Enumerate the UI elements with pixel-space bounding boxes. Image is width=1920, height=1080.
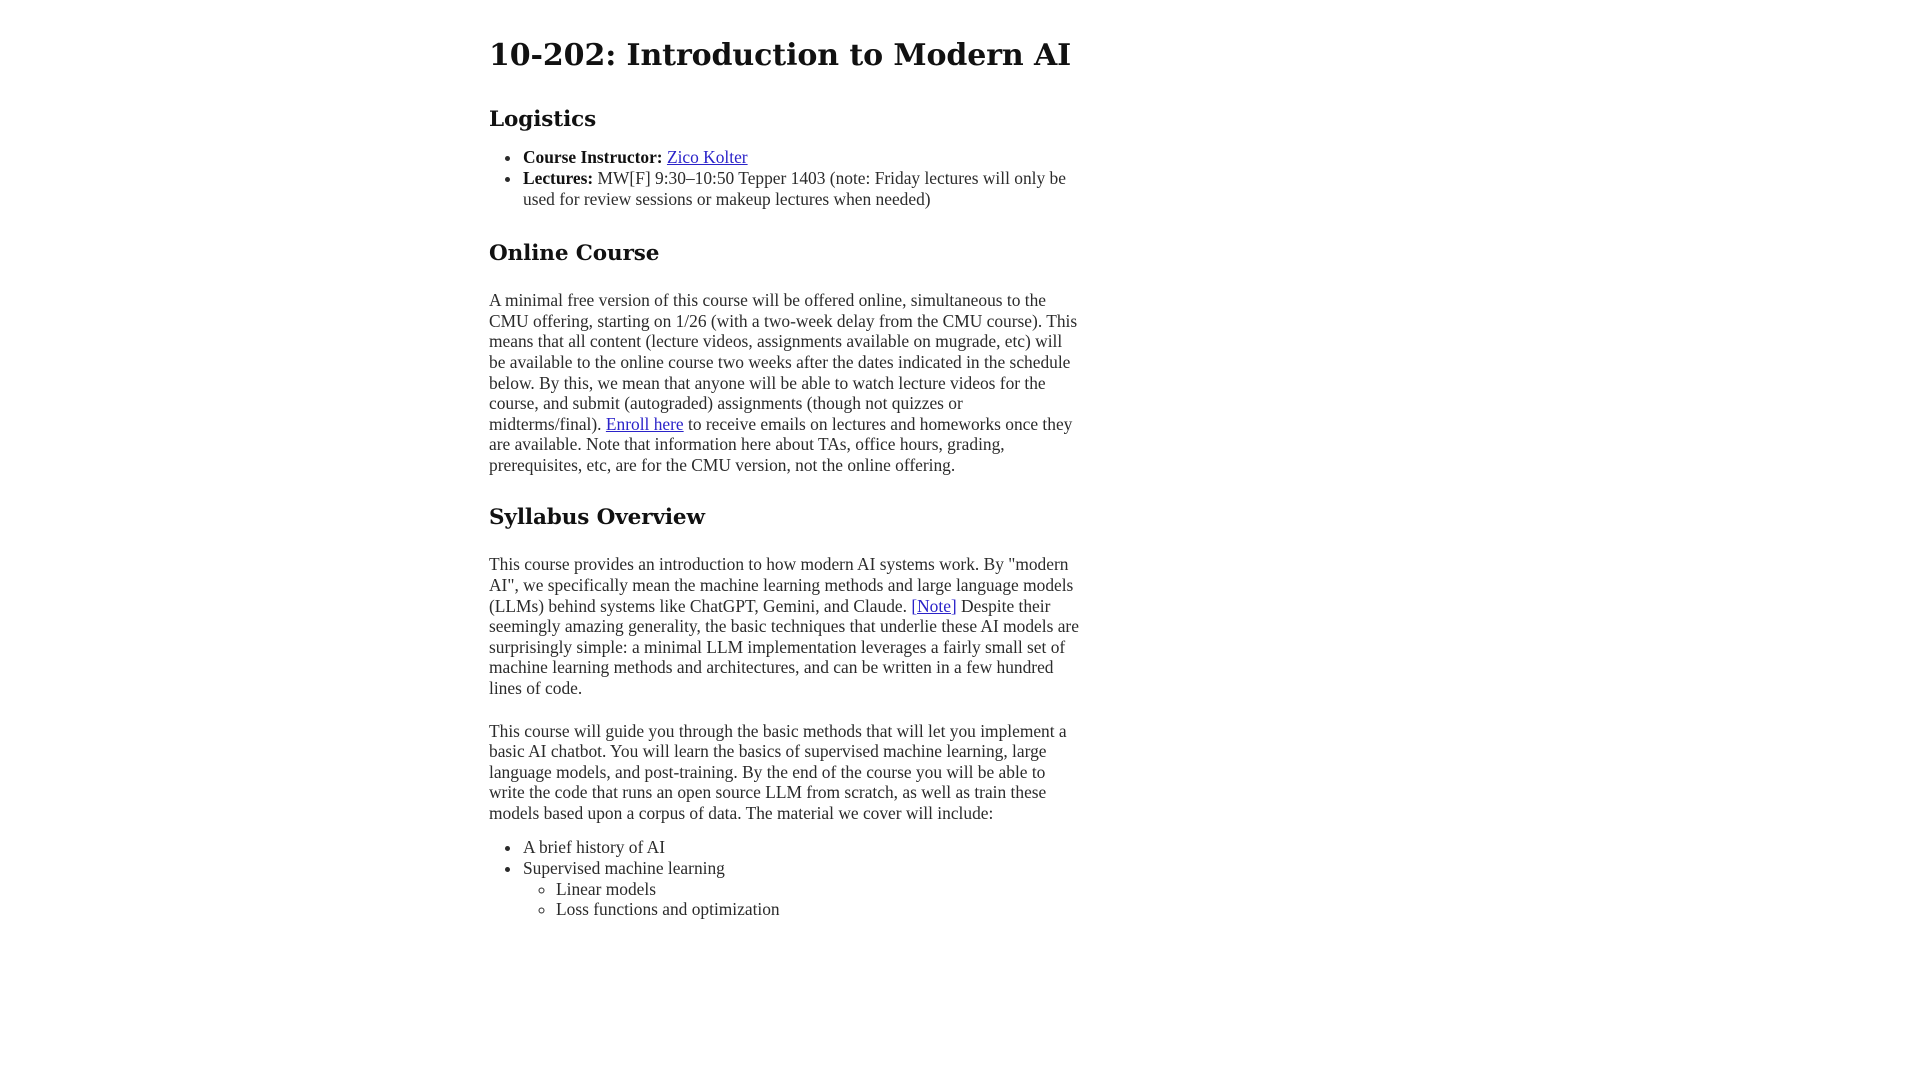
logistics-list [489, 147, 1079, 209]
section-heading-syllabus-overview: Syllabus Overview [489, 505, 705, 531]
list-item-lectures [522, 168, 1079, 209]
list-item: ◦ Loss functions and optimization [556, 899, 1079, 920]
syllabus-paragraph-1 [489, 554, 1079, 698]
note-link[interactable]: [Note] [911, 595, 957, 616]
section-heading-logistics: Logistics [489, 106, 597, 132]
list-item [522, 858, 1079, 920]
page-title: 10-202: Introduction to Modern AI [489, 38, 1072, 73]
topic-label: Supervised machine learning [523, 858, 725, 879]
topic-sublist [523, 879, 1079, 920]
online-course-text-after-link: to receive emails on lectures and homeworks once they are available. Note that information here about TAs, office hours, grading, prerequisites, etc, are for the CMU version, not the online offering. [489, 413, 1073, 475]
topics-list [489, 837, 1079, 919]
list-item: ◦ Linear models [556, 879, 1079, 900]
instructor-label: Course Instructor: [523, 147, 663, 168]
list-item [522, 837, 1079, 858]
content-column [489, 38, 1079, 920]
list-item-instructor [522, 147, 1079, 168]
syllabus-text-before-note: This course provides an introduction to how modern AI systems work. By "modern AI", we specifically mean the machine learning methods and large language models (LLMs) behind systems like ChatGPT, Gemini, and Claude. [489, 554, 1074, 616]
syllabus-text-after-note: Despite their seemingly amazing generality, the basic techniques that underlie these AI models are surprisingly simple: a minimal LLM implementation leverages a fairly small set of machine learning methods and architectures, and can be written in a few hundred lines of code. [489, 595, 1079, 698]
topic-label: A brief history of AI [523, 837, 666, 858]
lectures-label: Lectures: [523, 168, 594, 189]
enroll-here-link[interactable]: Enroll here [605, 413, 684, 434]
online-course-text-before-link: A minimal free version of this course will be offered online, simultaneous to the CMU offering, starting on 1/26 (with a two-week delay from the CMU course). This means that all content (lecture videos, assignments available on mugrade, etc) will be available to the online course two weeks after the dates indicated in the schedule below. By this, we mean that anyone will be able to watch lecture videos for the course, and submit (autograded) assignments (though not quizzes or midterms/final). [489, 290, 1078, 434]
section-heading-online-course: Online Course [489, 241, 660, 267]
online-course-paragraph [489, 290, 1079, 475]
instructor-link[interactable]: Zico Kolter [666, 147, 748, 168]
lectures-value: MW[F] 9:30–10:50 Tepper 1403 (note: Friday lectures will only be used for review sessions or makeup lectures when needed) [523, 168, 1066, 209]
syllabus-paragraph-2: This course will guide you through the basic methods that will let you implement a basic AI chatbot. You will learn the basics of supervised machine learning, large language models, and post-training. By the end of the course you will be able to write the code that runs an open source LLM from scratch, as well as train these models based upon a corpus of data. The material we cover will include: [489, 720, 1067, 823]
